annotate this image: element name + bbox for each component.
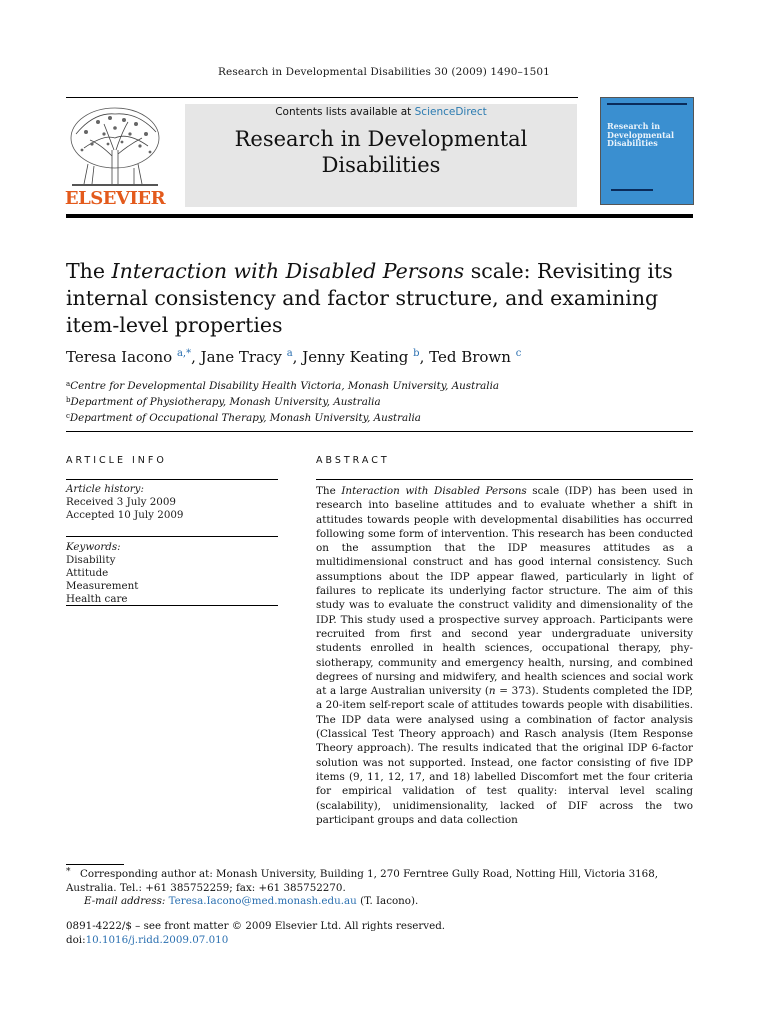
abstract-rule [316,479,693,480]
email-link[interactable]: Teresa.Iacono@med.monash.edu.au [168,895,357,907]
author-name: Teresa Iacono [66,348,173,366]
article-info-rule [66,479,278,480]
affiliation-list [66,377,706,425]
abstract-italic: Interaction with Disabled Persons [341,485,527,497]
keyword: Health care [66,593,128,605]
affiliation-mark: c [66,412,70,420]
issn-line: 0891-4222/$ – see front matter © 2009 Elsevier Ltd. All rights reserved. [66,920,446,932]
cover-bottom-bar [611,189,653,191]
footnote [66,866,693,909]
journal-title-line-2: Disabilities [321,153,441,177]
article-info-heading: ARTICLE INFO [66,455,167,466]
keywords-label: Keywords: [66,541,121,553]
journal-cover-thumbnail [600,97,694,205]
journal-citation: Research in Developmental Disabilities 30 (2009) 1490–1501 [218,66,550,78]
affiliation-text: Department of Occupational Therapy, Monash University, Australia [69,412,421,424]
cover-title: Research in Developmental Disabilities [607,121,675,148]
history-label: Article history: [66,483,144,495]
journal-title [185,126,577,178]
author-affil-mark[interactable]: a [286,348,293,359]
sciencedirect-link[interactable]: ScienceDirect [414,106,487,118]
email-label: E-mail address: [84,895,169,907]
doi-link[interactable]: 10.1016/j.ridd.2009.07.010 [85,933,229,946]
corresponding-text: Corresponding author at: Monash University, Building 1, 270 Ferntree Gully Road, Notting Hill, Victoria 3168, Australia. Tel.: +61 385752259; fax: +61 385752270. [66,868,659,894]
accepted-date: Accepted 10 July 2009 [66,509,184,521]
keywords-block [66,541,278,606]
affiliation-mark: a [66,380,71,388]
author-list [66,348,706,366]
title-pre: The [66,259,112,283]
author-affil-mark[interactable]: b [413,348,420,359]
history-rule [66,536,278,537]
author-name: Ted Brown [429,348,511,366]
contents-available-line [185,106,577,118]
author-affil-mark[interactable]: c [515,348,522,359]
footnote-star: * [66,867,71,877]
abstract-n: n [488,685,496,698]
author-separator: , [191,348,201,366]
article-title [66,258,706,339]
affiliation-text: Department of Physiotherapy, Monash University, Australia [70,396,381,408]
author-separator: , [419,348,430,366]
abstract-pre: The [316,485,342,497]
affiliation-mark: b [66,396,71,404]
keyword: Disability [66,554,116,566]
title-italic: Interaction with Disabled Persons [111,259,465,283]
journal-title-line-1: Research in Developmental [234,127,528,151]
received-date: Received 3 July 2009 [66,496,176,508]
corresponding-author-note [66,866,693,895]
keyword: Measurement [66,580,139,592]
author-affil-mark[interactable]: a,* [176,348,192,359]
email-suffix: (T. Iacono). [356,895,419,907]
section-divider [66,431,693,432]
doi-line [66,934,693,948]
header-top-rule [66,97,578,98]
cover-top-bar [607,103,687,105]
author-name: Jenny Keating [302,348,409,366]
doi-prefix: doi: [66,933,86,946]
affiliation [66,393,706,409]
author-name: Jane Tracy [200,348,282,366]
keywords-rule [66,605,278,606]
contents-prefix: Contents lists available at [275,106,415,118]
email-line [66,895,693,909]
abstract-body [316,484,693,827]
article-history [66,483,278,522]
front-matter [66,920,693,947]
keyword: Attitude [66,567,109,579]
elsevier-wordmark: ELSEVIER [64,188,166,209]
abstract-mid: scale (IDP) has been used in research into baseline attitudes and to evaluate whether a shift in attitudes towards people with developmental disabilities has occurred following some form of intervention. This research has been conducted on the assumption that the IDP measures attitudes as a multidimensional construct and has good internal consistency. Such assumptions about the IDP appear flawed, particularly in light of failures to replicate its underlying factor structure. The aim of this study was to evaluate the construct validity and dimensionality of the IDP. This study used a prospective survey approach. Participants were recruited from first and second year undergraduate university students enrolled in health sciences, occupational therapy, phy-siotherapy, community and emergency health, nursing, and combined degrees of nursing and midwifery, and health sciences and social work at a large Australian university ( [316,485,693,698]
abstract-heading: ABSTRACT [316,455,390,466]
abstract-post: = 373). Students completed the IDP, a 20-item self-report scale of attitudes towards people with disabilities. The IDP data were analysed using a combination of factor analysis (Classical Test Theory approach) and Rasch analysis (Item Response Theory approach). The results indicated that the original IDP 6-factor solution was not supported. Instead, one factor consisting of five IDP items (9, 11, 12, 17, and 18) labelled Discomfort met the four criteria for empirical validation of test quality: interval level scaling (scalability), unidimensionality, lacked of DIF across the two participant groups and data collection [316,685,693,826]
affiliation [66,377,706,393]
author-separator: , [292,348,303,366]
header-thick-rule [66,214,693,218]
title-post: scale: Revisiting its internal consistency and factor structure, and examining item-level properties [66,259,673,337]
affiliation [66,409,706,425]
affiliation-text: Centre for Developmental Disability Health Victoria, Monash University, Australia [70,380,499,392]
footnote-rule [66,864,124,865]
